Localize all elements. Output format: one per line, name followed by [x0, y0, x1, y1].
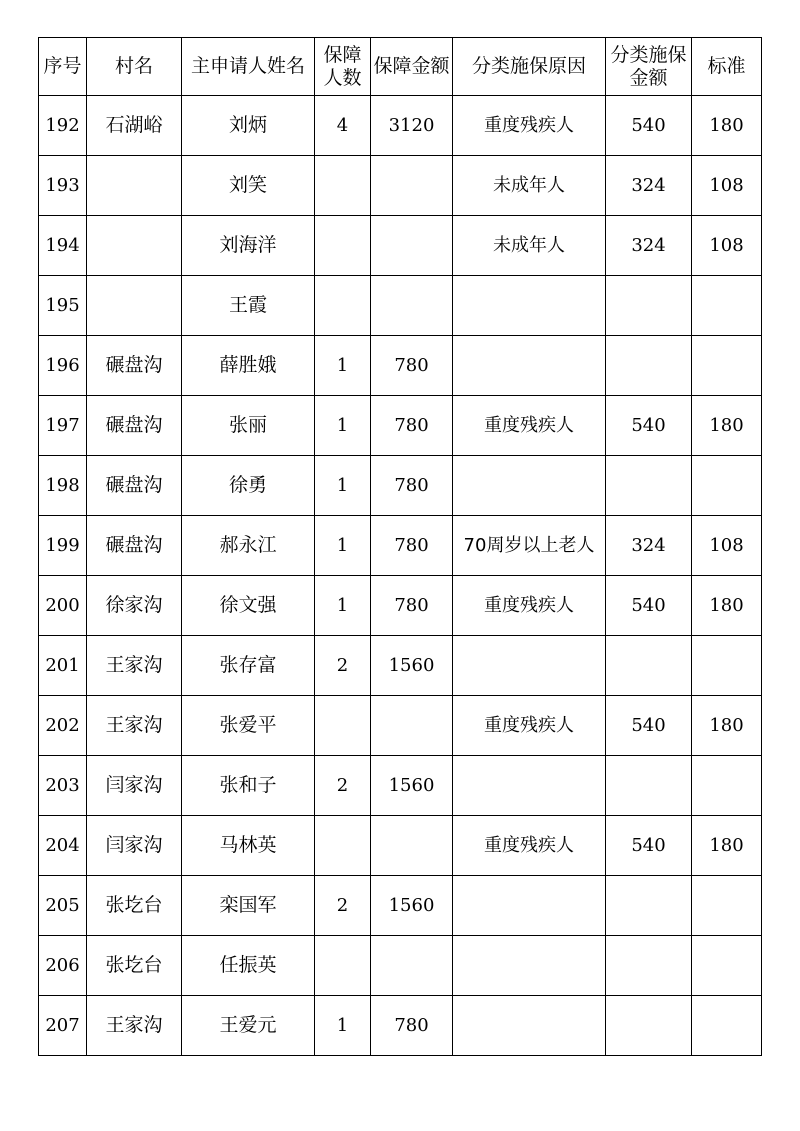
cell-seq: 197 — [39, 396, 87, 456]
cell-applicant: 张丽 — [182, 396, 315, 456]
table-row — [39, 816, 762, 876]
header-applicant: 主申请人姓名 — [182, 38, 315, 96]
header-amount: 保障金额 — [371, 38, 453, 96]
cell-persons: 2 — [315, 756, 371, 816]
cell-reason — [453, 756, 606, 816]
cell-amount: 1560 — [371, 636, 453, 696]
cell-applicant: 马林英 — [182, 816, 315, 876]
cell-persons: 2 — [315, 636, 371, 696]
cell-applicant: 徐文强 — [182, 576, 315, 636]
cell-applicant: 郝永江 — [182, 516, 315, 576]
cell-reason — [453, 636, 606, 696]
cell-standard: 180 — [692, 696, 762, 756]
header-village: 村名 — [87, 38, 182, 96]
cell-standard — [692, 936, 762, 996]
cell-class-amount: 324 — [606, 216, 692, 276]
cell-reason: 重度残疾人 — [453, 396, 606, 456]
cell-standard: 108 — [692, 516, 762, 576]
cell-class-amount — [606, 336, 692, 396]
cell-village — [87, 216, 182, 276]
cell-reason — [453, 876, 606, 936]
cell-class-amount — [606, 276, 692, 336]
cell-persons: 4 — [315, 96, 371, 156]
cell-standard — [692, 996, 762, 1056]
cell-seq: 199 — [39, 516, 87, 576]
cell-seq: 194 — [39, 216, 87, 276]
table-row — [39, 936, 762, 996]
cell-village: 碾盘沟 — [87, 396, 182, 456]
cell-seq: 193 — [39, 156, 87, 216]
cell-standard: 180 — [692, 396, 762, 456]
cell-village: 碾盘沟 — [87, 516, 182, 576]
cell-village: 王家沟 — [87, 636, 182, 696]
cell-seq: 203 — [39, 756, 87, 816]
cell-standard — [692, 336, 762, 396]
cell-applicant: 张存富 — [182, 636, 315, 696]
cell-persons: 1 — [315, 996, 371, 1056]
cell-seq: 195 — [39, 276, 87, 336]
cell-applicant: 王爱元 — [182, 996, 315, 1056]
cell-village: 碾盘沟 — [87, 456, 182, 516]
cell-reason: 重度残疾人 — [453, 576, 606, 636]
cell-amount: 780 — [371, 336, 453, 396]
header-standard: 标准 — [692, 38, 762, 96]
cell-class-amount: 540 — [606, 816, 692, 876]
cell-seq: 204 — [39, 816, 87, 876]
cell-applicant: 薛胜娥 — [182, 336, 315, 396]
table-row — [39, 876, 762, 936]
table-row — [39, 276, 762, 336]
cell-persons — [315, 816, 371, 876]
header-row — [39, 38, 762, 96]
cell-amount — [371, 276, 453, 336]
cell-standard — [692, 876, 762, 936]
table-row — [39, 396, 762, 456]
table-row — [39, 516, 762, 576]
cell-class-amount: 540 — [606, 396, 692, 456]
cell-seq: 200 — [39, 576, 87, 636]
cell-amount: 780 — [371, 576, 453, 636]
cell-village — [87, 156, 182, 216]
cell-amount: 780 — [371, 996, 453, 1056]
cell-reason: 70周岁以上老人 — [453, 516, 606, 576]
table-row — [39, 636, 762, 696]
cell-seq: 207 — [39, 996, 87, 1056]
cell-applicant: 刘海洋 — [182, 216, 315, 276]
cell-amount — [371, 216, 453, 276]
cell-amount — [371, 696, 453, 756]
cell-reason — [453, 336, 606, 396]
cell-amount: 1560 — [371, 876, 453, 936]
cell-class-amount: 324 — [606, 516, 692, 576]
cell-class-amount: 540 — [606, 96, 692, 156]
cell-village: 王家沟 — [87, 696, 182, 756]
cell-persons: 2 — [315, 876, 371, 936]
table-body — [39, 96, 762, 1056]
cell-seq: 198 — [39, 456, 87, 516]
cell-persons — [315, 276, 371, 336]
cell-class-amount: 540 — [606, 696, 692, 756]
cell-applicant: 张和子 — [182, 756, 315, 816]
cell-reason — [453, 276, 606, 336]
cell-village: 张圪台 — [87, 876, 182, 936]
cell-class-amount: 540 — [606, 576, 692, 636]
cell-class-amount — [606, 936, 692, 996]
table-row — [39, 756, 762, 816]
cell-persons: 1 — [315, 516, 371, 576]
table-row — [39, 216, 762, 276]
cell-persons — [315, 696, 371, 756]
cell-applicant: 张爱平 — [182, 696, 315, 756]
table-row — [39, 996, 762, 1056]
table-row — [39, 336, 762, 396]
cell-class-amount — [606, 876, 692, 936]
cell-persons — [315, 216, 371, 276]
cell-standard: 180 — [692, 576, 762, 636]
table-row — [39, 156, 762, 216]
cell-amount: 3120 — [371, 96, 453, 156]
cell-reason: 未成年人 — [453, 216, 606, 276]
header-reason: 分类施保原因 — [453, 38, 606, 96]
cell-amount — [371, 816, 453, 876]
cell-seq: 206 — [39, 936, 87, 996]
header-persons: 保障人数 — [315, 38, 371, 96]
cell-class-amount — [606, 636, 692, 696]
cell-standard — [692, 636, 762, 696]
cell-class-amount — [606, 996, 692, 1056]
cell-persons: 1 — [315, 576, 371, 636]
cell-persons — [315, 156, 371, 216]
cell-amount — [371, 936, 453, 996]
cell-standard: 108 — [692, 216, 762, 276]
header-seq: 序号 — [39, 38, 87, 96]
table-row — [39, 456, 762, 516]
cell-persons: 1 — [315, 336, 371, 396]
cell-applicant: 徐勇 — [182, 456, 315, 516]
cell-amount: 780 — [371, 456, 453, 516]
cell-reason: 重度残疾人 — [453, 696, 606, 756]
cell-applicant: 王霞 — [182, 276, 315, 336]
cell-amount: 780 — [371, 516, 453, 576]
cell-village: 石湖峪 — [87, 96, 182, 156]
cell-seq: 201 — [39, 636, 87, 696]
table-row — [39, 696, 762, 756]
cell-persons: 1 — [315, 396, 371, 456]
cell-persons: 1 — [315, 456, 371, 516]
table-row — [39, 576, 762, 636]
cell-seq: 192 — [39, 96, 87, 156]
cell-village: 碾盘沟 — [87, 336, 182, 396]
cell-standard: 180 — [692, 96, 762, 156]
cell-standard — [692, 756, 762, 816]
cell-seq: 205 — [39, 876, 87, 936]
cell-reason — [453, 936, 606, 996]
cell-standard: 108 — [692, 156, 762, 216]
header-class-amount: 分类施保金额 — [606, 38, 692, 96]
cell-seq: 196 — [39, 336, 87, 396]
cell-village: 徐家沟 — [87, 576, 182, 636]
cell-amount: 1560 — [371, 756, 453, 816]
subsidy-table — [38, 37, 762, 1056]
cell-reason: 未成年人 — [453, 156, 606, 216]
cell-reason: 重度残疾人 — [453, 96, 606, 156]
cell-applicant: 刘炳 — [182, 96, 315, 156]
cell-persons — [315, 936, 371, 996]
cell-amount — [371, 156, 453, 216]
cell-village: 闫家沟 — [87, 756, 182, 816]
cell-amount: 780 — [371, 396, 453, 456]
cell-village: 王家沟 — [87, 996, 182, 1056]
cell-standard — [692, 276, 762, 336]
cell-applicant: 任振英 — [182, 936, 315, 996]
cell-applicant: 刘笑 — [182, 156, 315, 216]
cell-class-amount — [606, 756, 692, 816]
cell-reason: 重度残疾人 — [453, 816, 606, 876]
cell-reason — [453, 456, 606, 516]
cell-class-amount — [606, 456, 692, 516]
cell-seq: 202 — [39, 696, 87, 756]
cell-applicant: 栾国军 — [182, 876, 315, 936]
cell-village: 张圪台 — [87, 936, 182, 996]
table-row — [39, 96, 762, 156]
cell-reason — [453, 996, 606, 1056]
cell-standard: 180 — [692, 816, 762, 876]
cell-standard — [692, 456, 762, 516]
cell-village: 闫家沟 — [87, 816, 182, 876]
cell-class-amount: 324 — [606, 156, 692, 216]
cell-village — [87, 276, 182, 336]
